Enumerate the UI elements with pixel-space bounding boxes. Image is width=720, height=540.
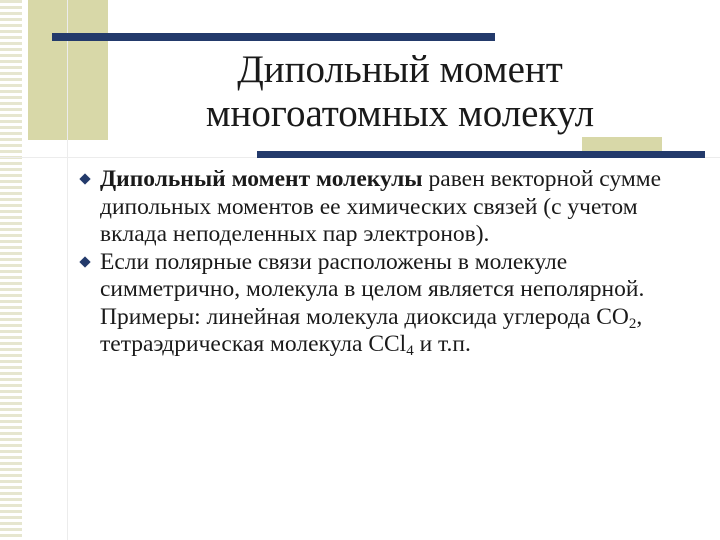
bullet-2-text-a: Если полярные связи расположены в молекуле симметрично, молекула в целом является неполярной. Примеры: линейная молекула диоксида углерода CO (100, 248, 645, 330)
diamond-bullet-icon (79, 173, 90, 184)
bullet-2-subscript-a: 2 (628, 315, 637, 332)
bullet-item-1 (78, 166, 708, 249)
accent-bar-top (52, 33, 495, 41)
decorative-stripes (0, 0, 22, 540)
diamond-bullet-icon (79, 256, 90, 267)
bullet-2-text-b: , тетраэдрическая молекула CCl (100, 303, 643, 357)
bullet-1-bold-text: Дипольный момент молекулы (100, 166, 423, 192)
decorative-block-top (28, 0, 108, 140)
bullet-1-text: равен векторной сумме дипольных моментов ее химических связей (с учетом вклада неподеленных пар электронов). (100, 166, 662, 247)
slide-title (130, 48, 670, 136)
decorative-vertical-line (67, 0, 68, 540)
bullet-item-2 (78, 249, 708, 359)
bullet-2-text-c: и т.п. (413, 331, 471, 357)
slide-title-line1: Дипольный момент (237, 48, 563, 91)
accent-bar-bottom (257, 151, 705, 158)
bullet-list (78, 166, 708, 359)
bullet-2-subscript-b: 4 (406, 342, 414, 359)
slide-title-line2: многоатомных молекул (205, 92, 595, 135)
